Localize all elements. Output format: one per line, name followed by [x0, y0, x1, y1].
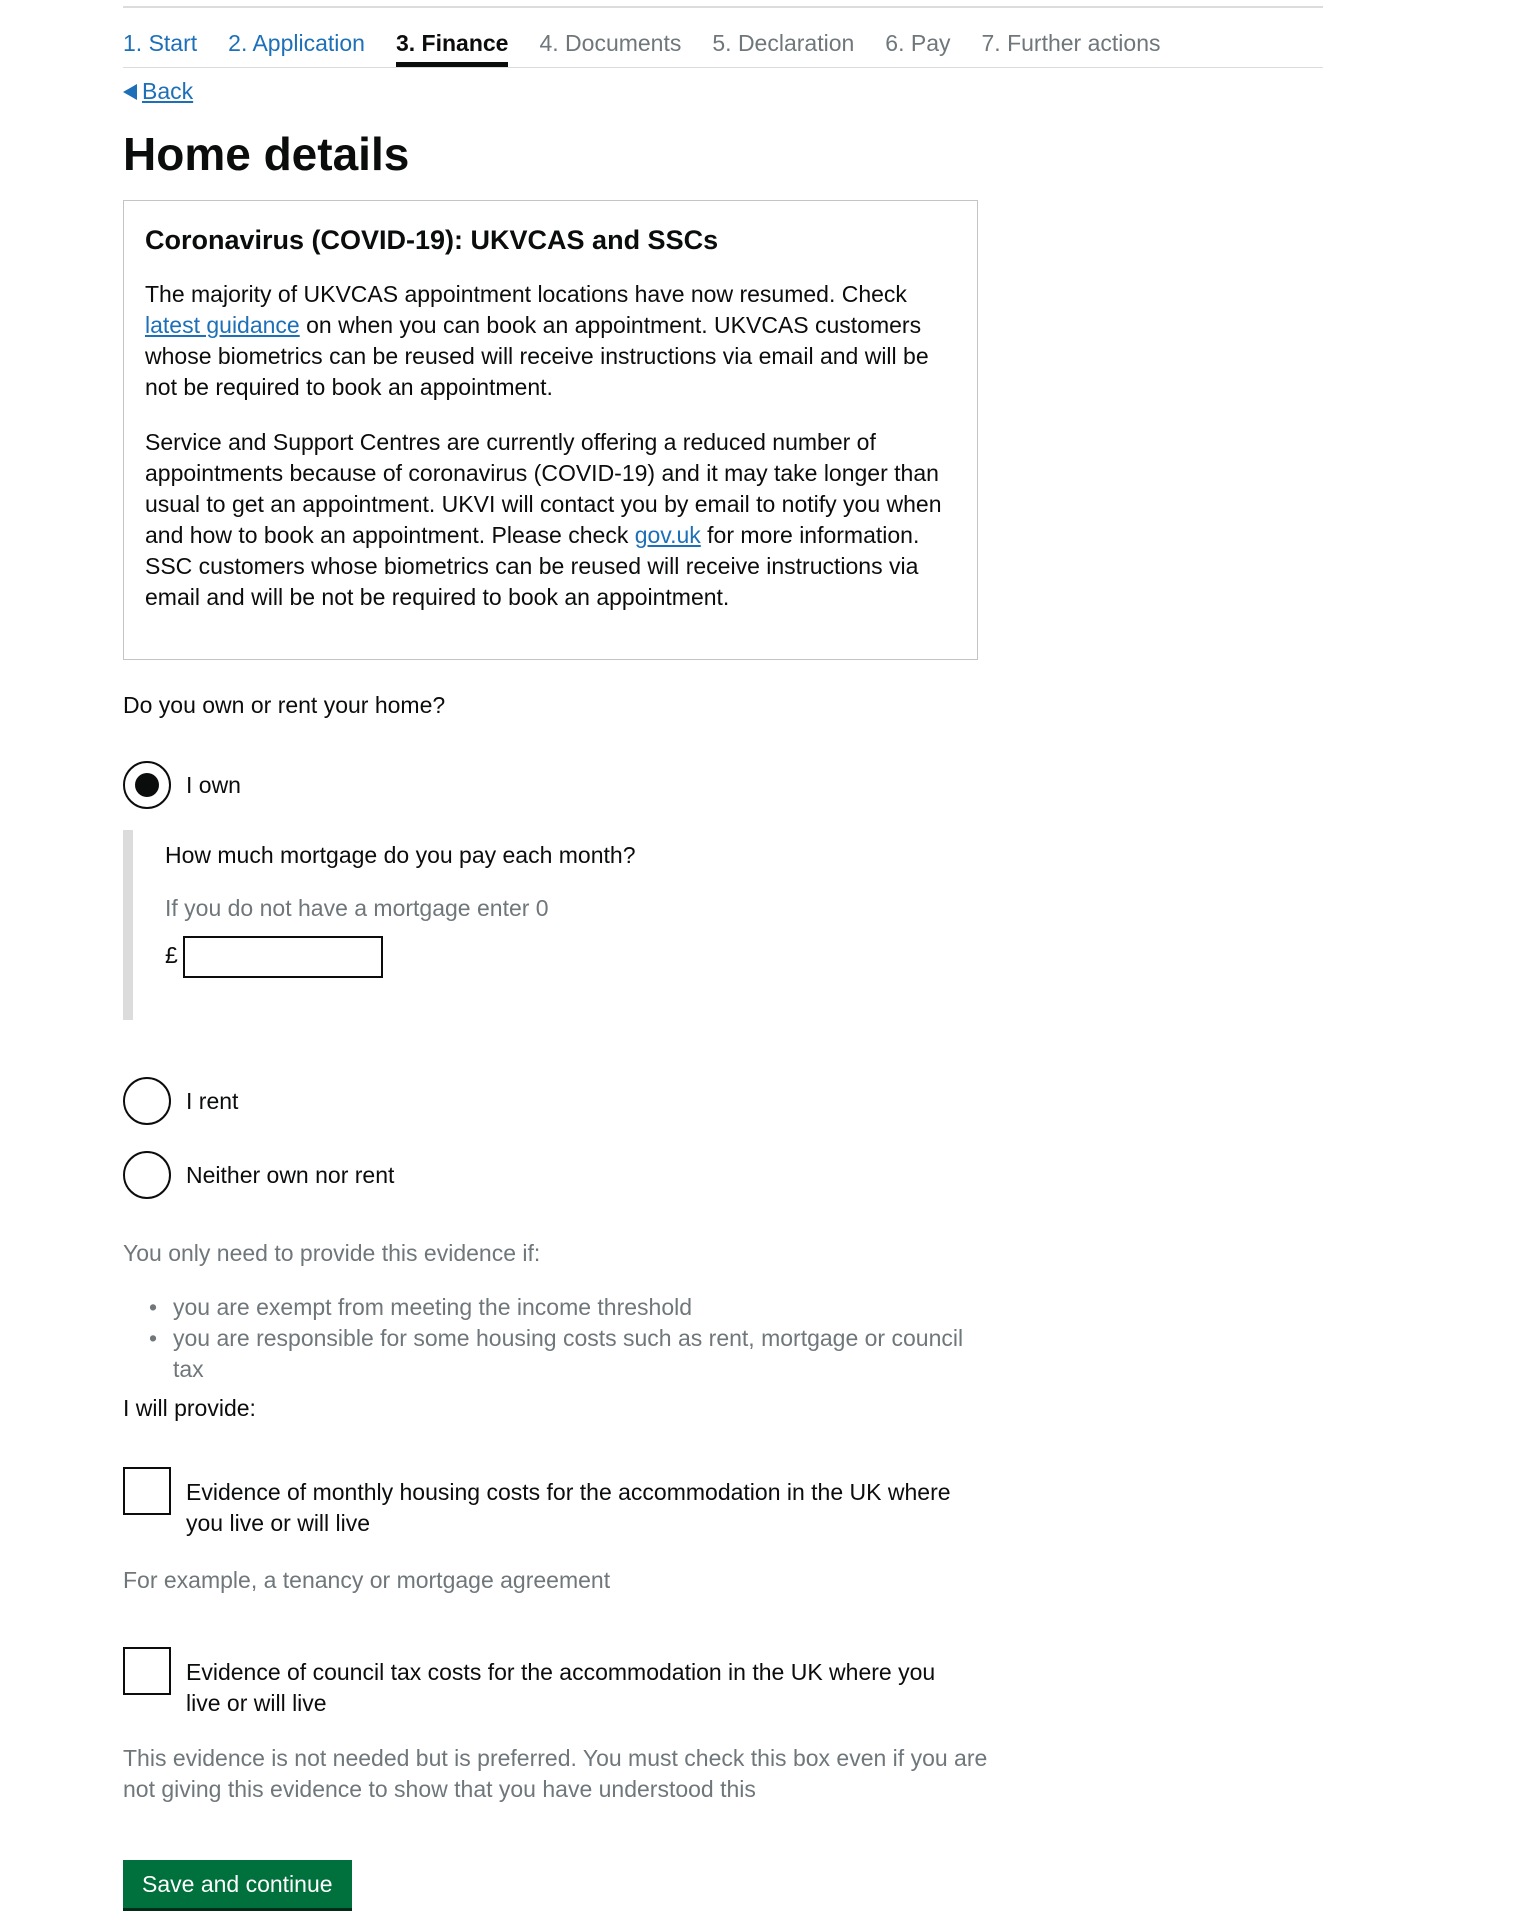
council-tax-hint: This evidence is not needed but is preferred. You must check this box even if you are not giving this evidence to show that you have understood this — [123, 1745, 988, 1802]
housing-costs-hint: For example, a tenancy or mortgage agreement — [123, 1567, 611, 1593]
back-link-label: Back — [142, 78, 194, 104]
notice-p2-text: Service and Support Centres are currently offering a reduced number of appointments because of coronavirus (COVID-19) and it may take longer than usual to get an appointment. UKVI will contact you by email to notify you when and how to book an appointment. Please check — [145, 429, 942, 548]
list-item: • you are exempt from meeting the income threshold — [149, 1292, 989, 1323]
mortgage-conditional — [123, 830, 723, 1020]
step-finance: 3. Finance — [396, 28, 508, 68]
currency-prefix: £ — [165, 942, 178, 968]
radio-neither[interactable] — [123, 1151, 394, 1199]
evidence-conditions-list — [149, 1292, 989, 1385]
step-navigation — [123, 28, 1323, 68]
gov-uk-link[interactable]: gov.uk — [634, 522, 701, 548]
notice-paragraph-2 — [145, 427, 956, 613]
top-divider — [123, 6, 1323, 8]
notice-paragraph-1 — [145, 279, 956, 403]
mortgage-question: How much mortgage do you pay each month? — [165, 842, 636, 868]
checkbox-council-tax[interactable] — [123, 1647, 966, 1719]
checkbox-council-tax-box[interactable] — [123, 1647, 171, 1695]
page-title: Home details — [123, 128, 410, 180]
radio-neither-indicator[interactable] — [123, 1151, 171, 1199]
step-further-actions: 7. Further actions — [981, 30, 1161, 56]
back-link[interactable] — [123, 78, 193, 105]
step-declaration: 5. Declaration — [712, 30, 855, 56]
provide-label: I will provide: — [123, 1395, 256, 1421]
notice-p1-text-end: on when you can book an appointment. UKVCAS customers whose biometrics can be reused will receive instructions via email and will be not be required to book an appointment. — [145, 312, 929, 400]
mortgage-amount-input[interactable] — [183, 936, 383, 978]
step-start[interactable]: 1. Start — [123, 30, 198, 56]
notice-title: Coronavirus (COVID-19): UKVCAS and SSCs — [145, 225, 719, 255]
radio-rent[interactable] — [123, 1077, 238, 1125]
step-documents: 4. Documents — [539, 30, 682, 56]
radio-rent-indicator[interactable] — [123, 1077, 171, 1125]
latest-guidance-link[interactable]: latest guidance — [145, 312, 300, 338]
step-divider — [123, 67, 1323, 68]
covid-notice — [123, 200, 978, 660]
checkbox-housing-costs-box[interactable] — [123, 1467, 171, 1515]
radio-own[interactable] — [123, 761, 241, 809]
notice-p1-text: The majority of UKVCAS appointment locations have now resumed. Check — [145, 281, 907, 307]
radio-own-label[interactable]: I own — [186, 771, 241, 798]
radio-rent-label[interactable]: I rent — [186, 1087, 239, 1114]
checkbox-housing-costs[interactable] — [123, 1467, 966, 1539]
notice-p2-text-end: for more information. SSC customers whose biometrics can be reused will receive instructions via email and will be not be required to book an appointment. — [145, 522, 920, 610]
step-pay: 6. Pay — [885, 30, 951, 56]
checkbox-council-tax-label[interactable]: Evidence of council tax costs for the accommodation in the UK where you live or will live — [186, 1659, 936, 1716]
back-arrow-icon — [123, 84, 137, 100]
mortgage-hint: If you do not have a mortgage enter 0 — [165, 895, 549, 921]
radio-own-indicator[interactable] — [123, 761, 171, 809]
own-rent-question: Do you own or rent your home? — [123, 692, 446, 718]
save-and-continue-button[interactable]: Save and continue — [123, 1860, 352, 1908]
radio-neither-label[interactable]: Neither own nor rent — [186, 1161, 395, 1188]
evidence-intro: You only need to provide this evidence if: — [123, 1240, 541, 1266]
checkbox-housing-costs-label[interactable]: Evidence of monthly housing costs for the accommodation in the UK where you live or will live — [186, 1479, 951, 1536]
step-application[interactable]: 2. Application — [228, 30, 365, 56]
list-item: • you are responsible for some housing costs such as rent, mortgage or council tax — [149, 1323, 989, 1385]
